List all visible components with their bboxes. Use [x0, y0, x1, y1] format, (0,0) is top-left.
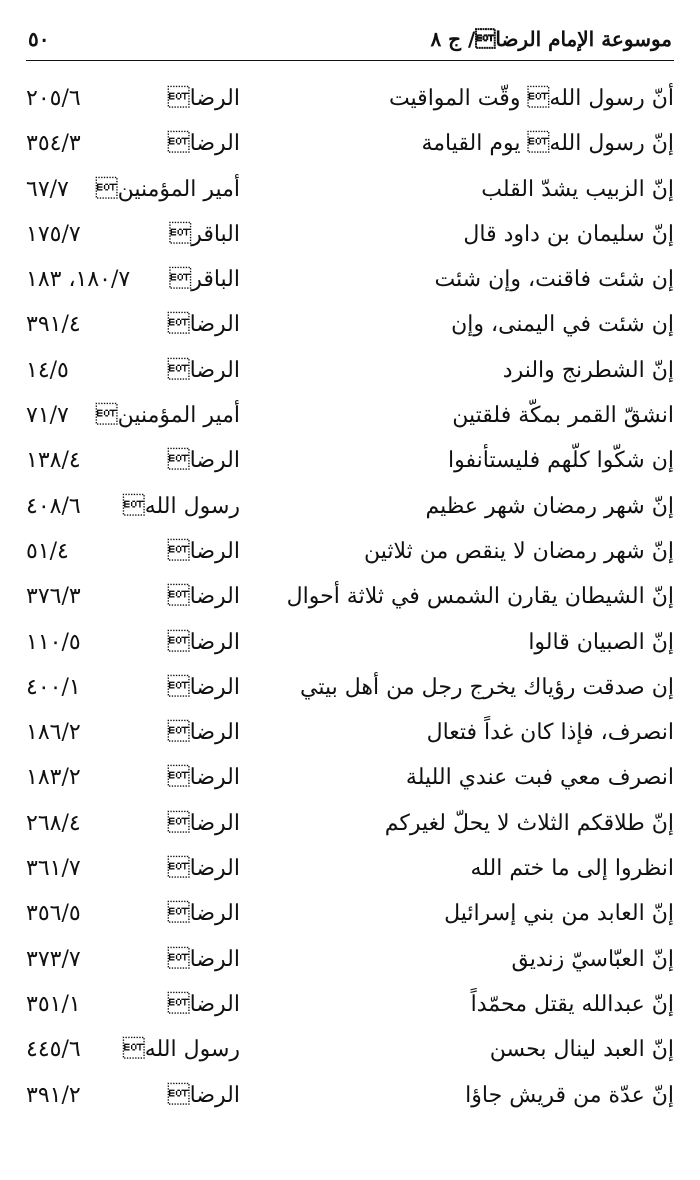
index-entry	[26, 710, 674, 755]
entry-speaker: الرضا	[167, 765, 240, 791]
entry-speaker: الباقر	[169, 221, 240, 247]
index-entry	[26, 484, 674, 529]
index-entry	[26, 937, 674, 982]
entry-speaker: الرضا	[167, 946, 240, 972]
index-entry	[26, 348, 674, 393]
entry-reference: ٢٠٥/٦	[26, 86, 81, 111]
entry-text: إنّ رسول الله يوم القيامة	[421, 131, 674, 157]
entry-reference: ٣٩١/٢	[26, 1082, 81, 1108]
index-entry	[26, 846, 674, 891]
entry-reference: ٤٤٥/٦	[26, 1037, 81, 1063]
entry-text: انصرف، فإذا كان غداً فتعال	[426, 720, 674, 746]
entry-speaker: الرضا	[167, 674, 240, 700]
entry-speaker: الرضا	[167, 131, 240, 157]
entry-text: إن صدقت رؤياك يخرج رجل من أهل بيتي	[300, 674, 674, 700]
entry-text: إنّ شهر رمضان شهر عظيم	[425, 493, 674, 519]
entry-text: إن شئت فاقنت، وإن شئت	[434, 267, 674, 293]
index-entry	[26, 121, 674, 166]
entry-text: إنّ الشيطان يقارن الشمس في ثلاثة أحوال	[286, 584, 674, 610]
index-entry	[26, 574, 674, 619]
book-title: موسوعة الإمام الرضا/ ج ٨	[430, 27, 672, 51]
entry-speaker: الرضا	[167, 538, 240, 564]
entry-speaker: الرضا	[167, 991, 240, 1017]
entry-reference: ١٨٠/٧، ١٨٣	[26, 267, 131, 293]
index-entry	[26, 982, 674, 1027]
entry-text: إنّ سليمان بن داود قال	[463, 221, 674, 247]
entry-text: أنّ رسول الله وقّت المواقيت	[388, 86, 674, 111]
entry-speaker: الرضا	[167, 856, 240, 882]
running-header	[28, 22, 672, 56]
page-number: ٥٠	[28, 27, 50, 51]
entry-text: إنّ عدّة من قريش جاؤا	[465, 1082, 674, 1108]
index-entry	[26, 620, 674, 665]
entry-text: انصرف معي فبت عندي الليلة	[405, 765, 674, 791]
entry-speaker: رسول الله	[122, 493, 240, 519]
entry-reference: ٤٠٠/١	[26, 674, 81, 700]
index-entry	[26, 801, 674, 846]
entry-text: انظروا إلى ما ختم الله	[470, 856, 674, 882]
index-entry	[26, 212, 674, 257]
entry-text: انشقّ القمر بمكّة فلقتين	[452, 403, 674, 429]
header-divider	[26, 60, 674, 61]
index-entry	[26, 438, 674, 483]
entry-reference: ٣٦١/٧	[26, 856, 81, 882]
index-entry	[26, 257, 674, 302]
entry-reference: ٣٧٣/٧	[26, 946, 81, 972]
entry-reference: ١٨٦/٢	[26, 720, 81, 746]
index-entry	[26, 76, 674, 121]
index-entry	[26, 393, 674, 438]
entry-text: إنّ الصبيان قالوا	[528, 629, 674, 655]
entry-text: إنّ العابد من بني إسرائيل	[444, 901, 674, 927]
entry-reference: ٣٩١/٤	[26, 312, 81, 338]
entry-text: إنّ الزبيب يشدّ القلب	[481, 176, 674, 202]
entry-speaker: الرضا	[167, 357, 240, 383]
index-entry	[26, 1027, 674, 1072]
entry-text: إن شئت في اليمنى، وإن	[451, 312, 674, 338]
index-entry	[26, 665, 674, 710]
index-entry	[26, 302, 674, 347]
entry-speaker: الرضا	[167, 312, 240, 338]
entry-speaker: أمير المؤمنين	[95, 403, 240, 429]
entry-reference: ١٣٨/٤	[26, 448, 81, 474]
entry-text: إنّ عبدالله يقتل محمّداً	[470, 991, 674, 1017]
entry-speaker: الرضا	[167, 901, 240, 927]
entry-speaker: الرضا	[167, 629, 240, 655]
entry-text: إنّ العبد لينال بحسن	[489, 1037, 674, 1063]
index-entry	[26, 891, 674, 936]
entry-reference: ٣٧٦/٣	[26, 584, 81, 610]
entry-reference: ٧١/٧	[26, 403, 69, 429]
entry-reference: ٦٧/٧	[26, 176, 69, 202]
entry-reference: ٢٦٨/٤	[26, 810, 81, 836]
entry-reference: ١٧٥/٧	[26, 221, 81, 247]
index-entry	[26, 529, 674, 574]
entry-text: إنّ الشطرنج والنرد	[502, 357, 674, 383]
entry-speaker: الرضا	[167, 1082, 240, 1108]
entry-reference: ٤٠٨/٦	[26, 493, 81, 519]
entry-reference: ١٨٣/٢	[26, 765, 81, 791]
entry-text: إن شكّوا كلّهم فليستأنفوا	[448, 448, 674, 474]
entry-reference: ١١٠/٥	[26, 629, 81, 655]
entry-speaker: أمير المؤمنين	[95, 176, 240, 202]
index-list	[26, 76, 674, 1118]
entry-speaker: الرضا	[167, 584, 240, 610]
index-entry	[26, 1073, 674, 1118]
entry-reference: ٥١/٤	[26, 538, 69, 564]
entry-text: إنّ العبّاسيّ زنديق	[511, 946, 674, 972]
index-entry	[26, 167, 674, 212]
entry-text: إنّ طلاقكم الثلاث لا يحلّ لغيركم	[384, 810, 674, 836]
entry-speaker: الرضا	[167, 810, 240, 836]
entry-reference: ٣٥٤/٣	[26, 131, 81, 157]
entry-speaker: رسول الله	[122, 1037, 240, 1063]
entry-reference: ١٤/٥	[26, 357, 69, 383]
entry-speaker: الباقر	[169, 267, 240, 293]
entry-reference: ٣٥٦/٥	[26, 901, 81, 927]
entry-speaker: الرضا	[167, 720, 240, 746]
entry-speaker: الرضا	[167, 448, 240, 474]
entry-speaker: الرضا	[167, 86, 240, 111]
entry-text: إنّ شهر رمضان لا ينقص من ثلاثين	[364, 538, 674, 564]
index-entry	[26, 755, 674, 800]
entry-reference: ٣٥١/١	[26, 991, 81, 1017]
